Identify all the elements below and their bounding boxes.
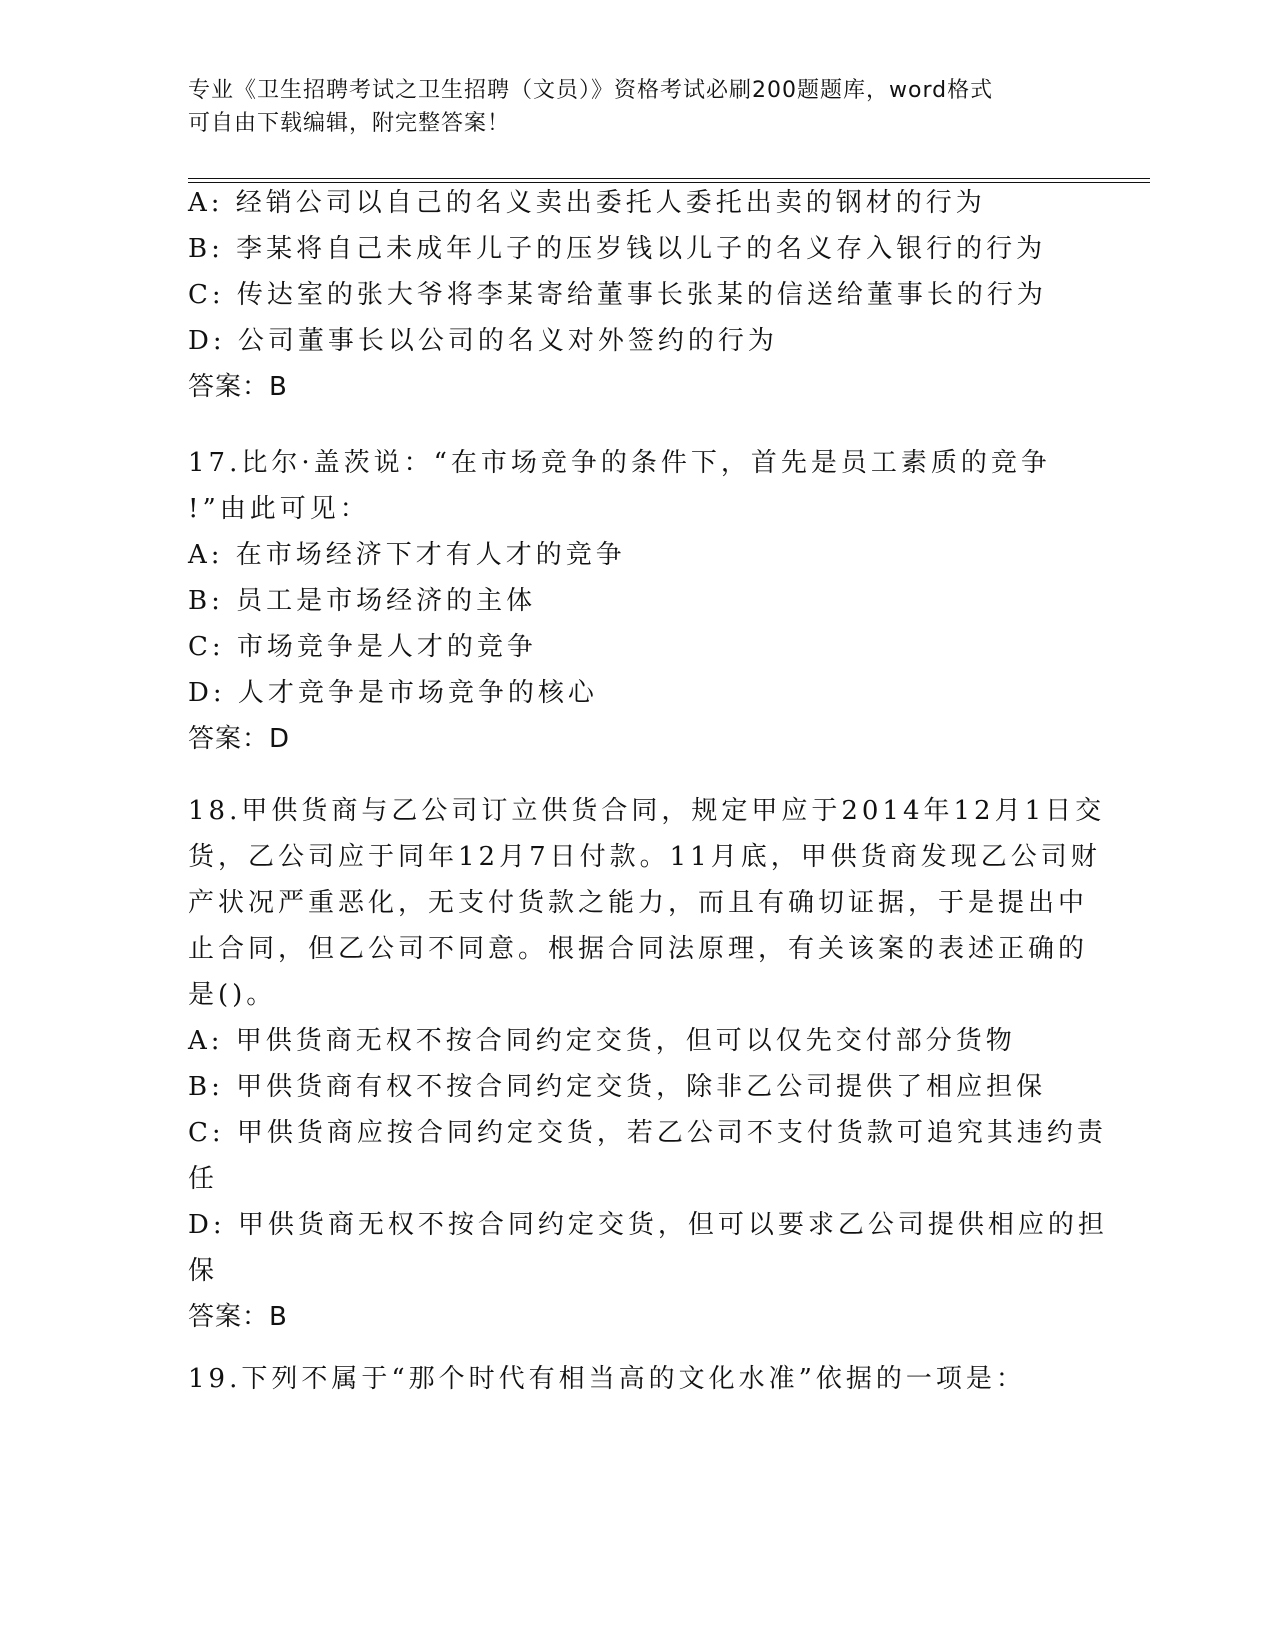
q17-answer: 答案：D [188, 724, 291, 754]
question-19-block [188, 1356, 1088, 1402]
q17-option-d: D: 人才竞争是市场竞争的核心 [188, 678, 598, 708]
q18-stem-line-1: 18.甲供货商与乙公司订立供货合同，规定甲应于2014年12月1日交 [188, 796, 1106, 826]
q18-option-d-line-1: D: 甲供货商无权不按合同约定交货，但可以要求乙公司提供相应的担 [188, 1210, 1108, 1240]
q16-option-b: B: 李某将自己未成年儿子的压岁钱以儿子的名义存入银行的行为 [188, 234, 1047, 264]
document-header [188, 74, 1088, 140]
q16-option-d: D: 公司董事长以公司的名义对外签约的行为 [188, 326, 778, 356]
q18-stem-line-5: 是()。 [188, 980, 277, 1010]
q17-stem-line-1: 17.比尔·盖茨说：“在市场竞争的条件下，首先是员工素质的竞争 [188, 448, 1051, 478]
question-18-block [188, 788, 1108, 1340]
header-title-line-1: 专业《卫生招聘考试之卫生招聘（文员）》资格考试必刷200题题库，word格式 [188, 78, 994, 103]
header-divider-top [188, 178, 1150, 179]
q19-stem-line-1: 19.下列不属于“那个时代有相当高的文化水准”依据的一项是： [188, 1364, 1026, 1394]
q18-answer: 答案：B [188, 1302, 288, 1332]
q16-option-a: A: 经销公司以自己的名义卖出委托人委托出卖的钢材的行为 [188, 188, 986, 218]
q17-option-c: C: 市场竞争是人才的竞争 [188, 632, 537, 662]
q16-answer: 答案：B [188, 372, 288, 402]
q18-option-b: B: 甲供货商有权不按合同约定交货，除非乙公司提供了相应担保 [188, 1072, 1047, 1102]
question-16-block [188, 180, 1088, 410]
q18-option-d-line-2: 保 [188, 1256, 219, 1286]
q18-stem-line-3: 产状况严重恶化，无支付货款之能力，而且有确切证据，于是提出中 [188, 888, 1089, 918]
q17-option-b: B: 员工是市场经济的主体 [188, 586, 537, 616]
q17-stem-line-2: !”由此可见： [188, 494, 370, 524]
q18-option-c-line-1: C: 甲供货商应按合同约定交货，若乙公司不支付货款可追究其违约责 [188, 1118, 1107, 1148]
q18-option-c-line-2: 任 [188, 1164, 219, 1194]
q18-stem-line-4: 止合同，但乙公司不同意。根据合同法原理，有关该案的表述正确的 [188, 934, 1089, 964]
q17-option-a: A: 在市场经济下才有人才的竞争 [188, 540, 626, 570]
q18-stem-line-2: 货，乙公司应于同年12月7日付款。11月底，甲供货商发现乙公司财 [188, 842, 1101, 872]
question-17-block [188, 440, 1088, 762]
q18-option-a: A: 甲供货商无权不按合同约定交货，但可以仅先交付部分货物 [188, 1026, 1016, 1056]
q16-option-c: C: 传达室的张大爷将李某寄给董事长张某的信送给董事长的行为 [188, 280, 1047, 310]
header-title-line-2: 可自由下载编辑，附完整答案！ [188, 111, 511, 136]
